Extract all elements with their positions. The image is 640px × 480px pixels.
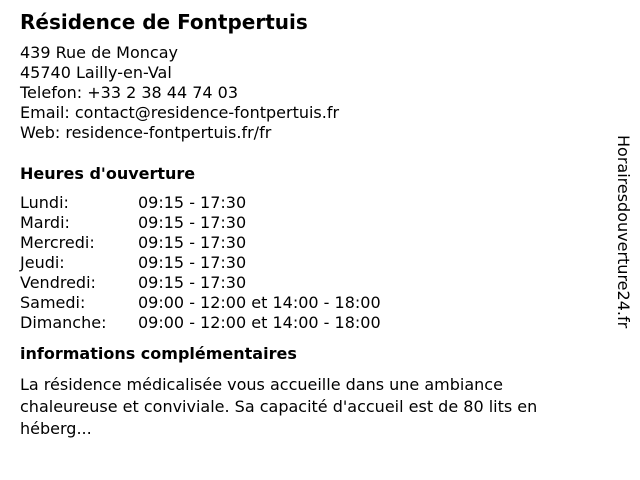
day-label: Mercredi: <box>20 233 95 252</box>
hours-row-samedi <box>20 293 600 313</box>
hours-row-mercredi <box>20 233 600 253</box>
email-line: Email: contact@residence-fontpertuis.fr <box>20 103 340 122</box>
hours-row-vendredi <box>20 273 600 293</box>
hours-row-mardi <box>20 213 600 233</box>
place-title: Résidence de Fontpertuis <box>20 10 308 34</box>
day-label: Lundi: <box>20 193 69 212</box>
time-value: 09:15 - 17:30 <box>138 273 247 292</box>
hours-row-lundi <box>20 193 600 213</box>
place-card <box>20 8 600 440</box>
day-label: Vendredi: <box>20 273 96 292</box>
hours-row-dimanche <box>20 313 600 333</box>
time-value: 09:15 - 17:30 <box>138 193 247 212</box>
address-street: 439 Rue de Moncay <box>20 43 178 62</box>
additional-info-heading: informations complémentaires <box>20 344 297 363</box>
website-line: Web: residence-fontpertuis.fr/fr <box>20 123 272 142</box>
time-value: 09:15 - 17:30 <box>138 213 247 232</box>
day-label: Mardi: <box>20 213 70 232</box>
additional-info-text: La résidence médicalisée vous accueille dans une ambiance chaleureuse et conviviale. Sa capacité d'accueil est de 80 lits en héberg... <box>20 375 538 438</box>
day-label: Dimanche: <box>20 313 107 332</box>
time-value: 09:15 - 17:30 <box>138 233 247 252</box>
contact-block <box>20 43 600 143</box>
site-watermark: Horairesdouverture24.fr <box>614 135 633 329</box>
time-value: 09:00 - 12:00 et 14:00 - 18:00 <box>138 293 381 312</box>
day-label: Jeudi: <box>20 253 65 272</box>
phone-line: Telefon: +33 2 38 44 74 03 <box>20 83 239 102</box>
opening-hours-heading: Heures d'ouverture <box>20 164 196 183</box>
opening-hours-table <box>20 193 600 333</box>
day-label: Samedi: <box>20 293 86 312</box>
address-city: 45740 Lailly-en-Val <box>20 63 172 82</box>
hours-row-jeudi <box>20 253 600 273</box>
time-value: 09:00 - 12:00 et 14:00 - 18:00 <box>138 313 381 332</box>
time-value: 09:15 - 17:30 <box>138 253 247 272</box>
